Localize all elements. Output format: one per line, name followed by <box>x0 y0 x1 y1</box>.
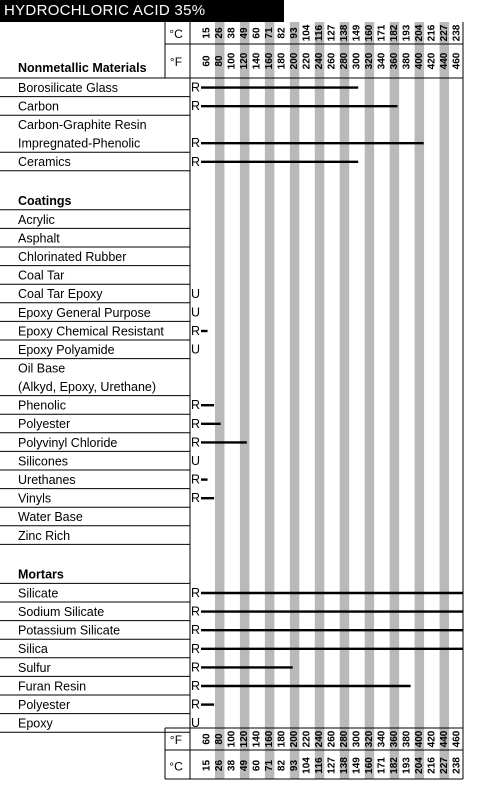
fahrenheit-tick-label: 380 <box>401 730 413 748</box>
material-name: Oil Base <box>18 361 66 376</box>
material-name: Coal Tar Epoxy <box>18 287 103 302</box>
rating-code: R <box>191 416 201 431</box>
celsius-tick-label: 82 <box>276 27 288 39</box>
material-name: Epoxy <box>18 716 53 731</box>
temperature-column-stripe <box>265 22 274 779</box>
celsius-tick-label: 127 <box>326 24 338 42</box>
fahrenheit-tick-label: 420 <box>426 730 438 748</box>
fahrenheit-tick-label: 240 <box>314 730 326 748</box>
celsius-tick-label: 93 <box>289 759 301 772</box>
celsius-tick-label: 227 <box>438 24 450 42</box>
material-name: Coal Tar <box>18 268 65 283</box>
rating-code: U <box>191 286 201 301</box>
rating-code: R <box>191 99 201 114</box>
fahrenheit-tick-label: 340 <box>376 730 388 748</box>
material-name: Phenolic <box>18 398 66 413</box>
rating-code: R <box>191 80 201 95</box>
celsius-tick-label: 182 <box>388 24 400 42</box>
material-name: Silica <box>18 642 48 657</box>
celsius-tick-label: 149 <box>351 757 363 774</box>
fahrenheit-tick-label: 360 <box>388 52 400 70</box>
fahrenheit-tick-label: 160 <box>264 730 276 748</box>
celsius-tick-label: 160 <box>363 24 375 42</box>
celsius-tick-label: 182 <box>388 757 400 774</box>
fahrenheit-tick-label: 300 <box>351 52 363 70</box>
temperature-column-stripes <box>215 22 449 779</box>
rating-code: R <box>191 697 201 712</box>
rating-code: R <box>191 324 201 338</box>
rating-code: R <box>191 586 201 600</box>
celsius-tick-label: 216 <box>426 757 438 774</box>
temperature-column-stripe <box>215 22 224 779</box>
celsius-unit-label: °C <box>169 27 183 41</box>
rating-code: R <box>191 679 201 693</box>
material-name: Zinc Rich <box>18 528 71 543</box>
fahrenheit-tick-label: 320 <box>363 730 375 748</box>
temperature-column-stripe <box>240 22 249 779</box>
fahrenheit-tick-label: 420 <box>426 52 438 70</box>
celsius-tick-label: 204 <box>413 757 425 774</box>
fahrenheit-tick-label: 260 <box>326 730 338 748</box>
celsius-tick-label: 49 <box>239 759 251 772</box>
fahrenheit-tick-label: 440 <box>438 52 450 70</box>
material-name: Urethanes <box>18 473 76 487</box>
material-name: Borosilicate Glass <box>18 81 119 95</box>
celsius-tick-label: 193 <box>401 24 413 42</box>
celsius-tick-label: 93 <box>289 27 301 39</box>
fahrenheit-tick-label: 140 <box>251 730 263 748</box>
rating-code: R <box>191 660 201 675</box>
material-name: Polyester <box>18 417 71 432</box>
celsius-tick-label: 138 <box>338 757 350 774</box>
material-name: Chlorinated Rubber <box>18 250 127 264</box>
rating-code: R <box>191 472 201 487</box>
fahrenheit-tick-label: 200 <box>289 730 301 748</box>
rating-code: R <box>191 154 201 169</box>
material-name: Carbon <box>18 99 59 114</box>
material-name: Ceramics <box>18 155 71 170</box>
rating-code: R <box>191 136 201 151</box>
rating-code: R <box>191 435 201 450</box>
temperature-column-stripe <box>415 22 424 779</box>
fahrenheit-tick-label: 160 <box>264 52 276 70</box>
rating-code: U <box>191 454 201 468</box>
rating-code: R <box>191 398 201 413</box>
section-heading: Nonmetallic Materials <box>18 61 147 75</box>
fahrenheit-tick-label: 260 <box>326 52 338 70</box>
celsius-tick-label: 116 <box>314 757 326 774</box>
rating-code: R <box>191 491 201 506</box>
material-name: Polyvinyl Chloride <box>18 435 118 450</box>
fahrenheit-tick-label: 280 <box>338 52 350 70</box>
celsius-tick-label: 49 <box>239 27 251 39</box>
fahrenheit-tick-label: 80 <box>214 733 226 745</box>
material-name: Furan Resin <box>18 679 87 694</box>
temperature-column-stripe <box>315 22 324 779</box>
material-name: (Alkyd, Epoxy, Urethane) <box>18 380 157 395</box>
celsius-tick-label: 193 <box>401 757 413 774</box>
rating-code: R <box>191 604 201 619</box>
material-name: Sodium Silicate <box>18 605 105 619</box>
material-name: Potassium Silicate <box>18 623 121 638</box>
celsius-tick-label: 204 <box>413 24 425 42</box>
fahrenheit-tick-label: 460 <box>451 52 463 70</box>
celsius-tick-label: 238 <box>451 757 463 774</box>
celsius-tick-label: 138 <box>338 24 350 42</box>
celsius-tick-label: 127 <box>326 757 338 774</box>
celsius-tick-label: 15 <box>201 27 213 39</box>
fahrenheit-unit-label: °F <box>169 733 183 747</box>
fahrenheit-tick-label: 380 <box>401 52 413 70</box>
celsius-tick-label: 60 <box>251 759 263 772</box>
celsius-tick-label: 149 <box>351 24 363 42</box>
material-name: Impregnated-Phenolic <box>18 136 141 151</box>
fahrenheit-tick-label: 120 <box>239 52 251 70</box>
temperature-column-stripe <box>440 22 449 779</box>
fahrenheit-tick-label: 200 <box>289 52 301 70</box>
celsius-tick-label: 15 <box>201 759 213 772</box>
section-heading: Coatings <box>18 193 72 208</box>
temperature-column-stripe <box>365 22 374 779</box>
celsius-tick-label: 104 <box>301 24 313 42</box>
celsius-tick-label: 116 <box>314 24 326 42</box>
celsius-tick-label: 171 <box>376 24 388 42</box>
fahrenheit-tick-label: 400 <box>413 52 425 70</box>
fahrenheit-tick-label: 360 <box>388 730 400 748</box>
fahrenheit-tick-label: 180 <box>276 730 288 748</box>
chart-title: HYDROCHLORIC ACID 35% <box>0 0 284 22</box>
material-name: Acrylic <box>18 212 55 227</box>
material-name: Polyester <box>18 698 71 712</box>
rating-code: R <box>191 641 201 656</box>
temperature-column-stripe <box>340 22 349 779</box>
celsius-tick-label: 216 <box>426 24 438 42</box>
fahrenheit-tick-label: 400 <box>413 730 425 748</box>
celsius-tick-label: 160 <box>363 757 375 774</box>
fahrenheit-tick-label: 60 <box>201 733 213 745</box>
celsius-tick-label: 38 <box>226 27 238 39</box>
section-heading: Mortars <box>18 567 64 582</box>
celsius-unit-label: °C <box>169 759 183 774</box>
rating-code: U <box>191 305 201 320</box>
material-name: Carbon-Graphite Resin <box>18 118 147 133</box>
celsius-tick-label: 82 <box>276 759 288 772</box>
celsius-tick-label: 60 <box>251 27 263 39</box>
material-name: Water Base <box>18 510 83 525</box>
fahrenheit-tick-label: 460 <box>451 730 463 748</box>
celsius-tick-label: 171 <box>376 757 388 774</box>
material-name: Epoxy Chemical Resistant <box>18 324 164 339</box>
celsius-tick-label: 104 <box>301 757 313 774</box>
celsius-tick-label: 71 <box>264 759 276 772</box>
material-name: Silicate <box>18 586 59 601</box>
fahrenheit-tick-label: 440 <box>438 730 450 748</box>
celsius-tick-label: 26 <box>214 759 226 772</box>
material-name: Silicones <box>18 454 69 469</box>
material-name: Sulfur <box>18 660 51 675</box>
fahrenheit-unit-label: °F <box>169 55 183 69</box>
rating-code: R <box>191 623 201 638</box>
temperature-column-stripe <box>290 22 299 779</box>
fahrenheit-tick-label: 240 <box>314 52 326 70</box>
material-name: Epoxy Polyamide <box>18 343 115 357</box>
celsius-tick-label: 238 <box>451 24 463 42</box>
temperature-column-stripe <box>390 22 399 779</box>
rating-code: U <box>191 716 201 731</box>
celsius-tick-label: 26 <box>214 27 226 39</box>
fahrenheit-tick-label: 220 <box>301 730 313 748</box>
fahrenheit-tick-label: 60 <box>201 55 213 67</box>
celsius-tick-label: 71 <box>264 27 276 39</box>
material-name: Vinyls <box>18 491 52 506</box>
fahrenheit-tick-label: 100 <box>226 730 238 748</box>
fahrenheit-tick-label: 300 <box>351 730 363 748</box>
fahrenheit-tick-label: 340 <box>376 52 388 70</box>
fahrenheit-tick-label: 120 <box>239 730 251 748</box>
fahrenheit-tick-label: 80 <box>214 55 226 67</box>
fahrenheit-tick-label: 280 <box>338 730 350 748</box>
fahrenheit-tick-label: 100 <box>226 52 238 70</box>
fahrenheit-tick-label: 320 <box>363 52 375 70</box>
celsius-tick-label: 227 <box>438 757 450 774</box>
rating-code: U <box>191 342 201 357</box>
fahrenheit-tick-label: 180 <box>276 52 288 70</box>
fahrenheit-tick-label: 140 <box>251 52 263 70</box>
celsius-tick-label: 38 <box>226 759 238 772</box>
material-name: Asphalt <box>18 231 60 246</box>
material-name: Epoxy General Purpose <box>18 305 151 320</box>
fahrenheit-tick-label: 220 <box>301 52 313 70</box>
